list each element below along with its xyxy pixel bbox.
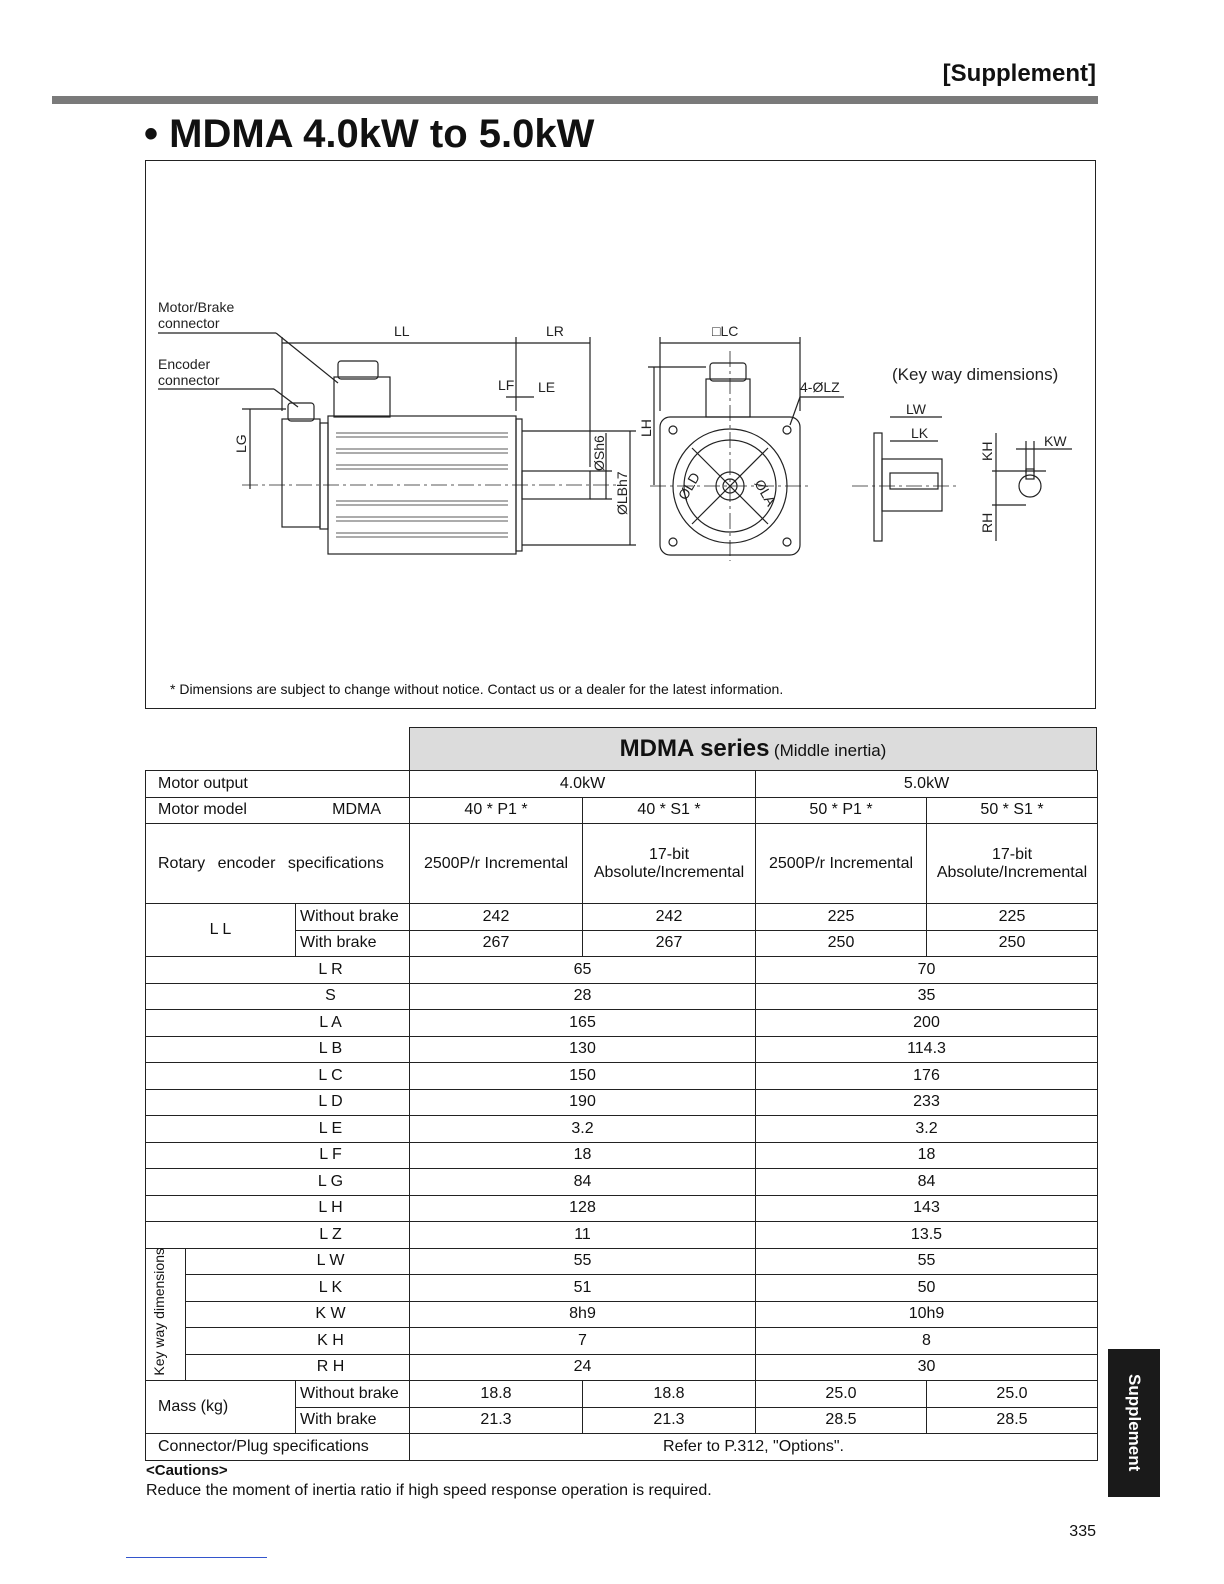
label-lw: LW xyxy=(906,401,926,417)
motor-model-prefix: MDMA xyxy=(332,801,381,819)
label-keyway-row: L W xyxy=(186,1248,410,1275)
cell-ll-without-3: 225 xyxy=(756,904,927,931)
cell-encoder-3: 2500P/r Incremental xyxy=(756,824,927,904)
label-mass: Mass (kg) xyxy=(146,1381,296,1434)
cell-ll-without-4: 225 xyxy=(927,904,1098,931)
label-motor-model xyxy=(146,797,410,824)
row-keyway-kw xyxy=(146,1301,1098,1328)
label-lr: LR xyxy=(546,323,564,339)
footer-link[interactable] xyxy=(126,1557,267,1558)
label-dim: L C xyxy=(146,1063,410,1090)
cell-mass-without-2: 18.8 xyxy=(583,1381,756,1408)
cell-mass-without-3: 25.0 xyxy=(756,1381,927,1408)
cell-dim-a: 3.2 xyxy=(410,1116,756,1143)
cell-mass-without-1: 18.8 xyxy=(410,1381,583,1408)
label-lg: LG xyxy=(233,434,249,453)
label-dim: L H xyxy=(146,1195,410,1222)
row-dim-lr xyxy=(146,957,1098,984)
drawing-note: * Dimensions are subject to change without notice. Contact us or a dealer for the latest information. xyxy=(170,681,784,697)
title-text: MDMA 4.0kW to 5.0kW xyxy=(169,112,595,156)
row-connector xyxy=(146,1434,1098,1461)
cell-dim-a: 18 xyxy=(410,1142,756,1169)
cell-dim-a: 65 xyxy=(410,957,756,984)
row-dim-la xyxy=(146,1010,1098,1037)
cell-keyway-a: 7 xyxy=(410,1328,756,1355)
motor-model-label: Motor model xyxy=(158,801,247,819)
cell-mass-without-4: 25.0 xyxy=(927,1381,1098,1408)
row-keyway-lk xyxy=(146,1275,1098,1302)
label-keyway-title: (Key way dimensions) xyxy=(892,365,1059,384)
label-lf: LF xyxy=(498,377,515,393)
label-encoder-connector-2: connector xyxy=(158,372,220,388)
cell-dim-a: 28 xyxy=(410,983,756,1010)
cell-connector: Refer to P.312, "Options". xyxy=(410,1434,1098,1461)
cell-model-4: 50 * S1 * xyxy=(927,797,1098,824)
cell-dim-b: 114.3 xyxy=(756,1036,1098,1063)
cautions-title: <Cautions> xyxy=(146,1462,228,1479)
label-encoder: Rotary encoder specifications xyxy=(146,824,410,904)
row-dim-lb xyxy=(146,1036,1098,1063)
label-mass-without-brake: Without brake xyxy=(296,1381,410,1408)
label-kw: KW xyxy=(1044,433,1067,449)
page-title xyxy=(144,112,594,157)
label-keyway-row: K W xyxy=(186,1301,410,1328)
label-motor-brake-connector-1: Motor/Brake xyxy=(158,299,235,315)
cell-mass-with-2: 21.3 xyxy=(583,1407,756,1434)
motor-outline-drawing xyxy=(146,161,1097,710)
label-encoder-connector-1: Encoder xyxy=(158,356,211,372)
row-keyway-kh xyxy=(146,1328,1098,1355)
label-le: LE xyxy=(538,379,556,395)
label-dim: L G xyxy=(146,1169,410,1196)
header-rule xyxy=(52,96,1098,104)
row-encoder xyxy=(146,824,1098,904)
cell-keyway-a: 51 xyxy=(410,1275,756,1302)
label-lc: □LC xyxy=(712,323,739,339)
label-keyway-row: R H xyxy=(186,1354,410,1381)
row-dim-lf xyxy=(146,1142,1098,1169)
cell-keyway-a: 8h9 xyxy=(410,1301,756,1328)
label-dim: L Z xyxy=(146,1222,410,1249)
spec-table xyxy=(145,770,1098,1461)
label-lz: 4-ØLZ xyxy=(800,379,840,395)
cell-encoder-2: 17-bit Absolute/Incremental xyxy=(583,824,756,904)
cell-ll-with-4: 250 xyxy=(927,930,1098,957)
row-dim-lz xyxy=(146,1222,1098,1249)
label-ll-with-brake: With brake xyxy=(296,930,410,957)
row-motor-model xyxy=(146,797,1098,824)
row-dim-lc xyxy=(146,1063,1098,1090)
label-dim: S xyxy=(146,983,410,1010)
cell-keyway-b: 50 xyxy=(756,1275,1098,1302)
label-kh: KH xyxy=(979,441,995,461)
page-number: 335 xyxy=(1069,1523,1096,1540)
cell-dim-a: 130 xyxy=(410,1036,756,1063)
label-connector: Connector/Plug specifications xyxy=(146,1434,410,1461)
cell-mass-with-3: 28.5 xyxy=(756,1407,927,1434)
cell-ll-without-1: 242 xyxy=(410,904,583,931)
label-dim: L R xyxy=(146,957,410,984)
cell-ll-with-1: 267 xyxy=(410,930,583,957)
title-bullet: • xyxy=(144,112,159,156)
label-lk: LK xyxy=(911,425,929,441)
cell-dim-b: 18 xyxy=(756,1142,1098,1169)
cell-dim-b: 70 xyxy=(756,957,1098,984)
cell-keyway-a: 55 xyxy=(410,1248,756,1275)
keyway-label-text: Key way dimensions xyxy=(150,1247,167,1376)
section-label: [Supplement] xyxy=(942,60,1096,87)
cell-ll-with-3: 250 xyxy=(756,930,927,957)
dimension-drawing xyxy=(145,160,1096,709)
label-dim: L A xyxy=(146,1010,410,1037)
row-dim-lh xyxy=(146,1195,1098,1222)
label-dim: L D xyxy=(146,1089,410,1116)
label-keyway-row: K H xyxy=(186,1328,410,1355)
cell-dim-a: 165 xyxy=(410,1010,756,1037)
cell-mass-with-1: 21.3 xyxy=(410,1407,583,1434)
cell-mass-with-4: 28.5 xyxy=(927,1407,1098,1434)
label-dim: L E xyxy=(146,1116,410,1143)
cell-keyway-b: 10h9 xyxy=(756,1301,1098,1328)
row-dim-lg xyxy=(146,1169,1098,1196)
cell-keyway-a: 24 xyxy=(410,1354,756,1381)
label-rh: RH xyxy=(979,512,995,533)
cell-ll-with-2: 267 xyxy=(583,930,756,957)
cell-dim-b: 3.2 xyxy=(756,1116,1098,1143)
cell-model-1: 40 * P1 * xyxy=(410,797,583,824)
cell-encoder-1: 2500P/r Incremental xyxy=(410,824,583,904)
row-dim-s xyxy=(146,983,1098,1010)
label-keyway xyxy=(146,1248,186,1381)
row-dim-le xyxy=(146,1116,1098,1143)
cell-keyway-b: 55 xyxy=(756,1248,1098,1275)
cell-model-3: 50 * P1 * xyxy=(756,797,927,824)
side-tab-label: Supplement xyxy=(1125,1374,1144,1472)
cell-dim-a: 11 xyxy=(410,1222,756,1249)
cell-output-5kw: 5.0kW xyxy=(756,771,1098,798)
cell-dim-b: 233 xyxy=(756,1089,1098,1116)
cell-dim-b: 84 xyxy=(756,1169,1098,1196)
cell-keyway-b: 8 xyxy=(756,1328,1098,1355)
label-motor-output: Motor output xyxy=(146,771,410,798)
label-dim: L F xyxy=(146,1142,410,1169)
cell-output-4kw: 4.0kW xyxy=(410,771,756,798)
cell-dim-b: 176 xyxy=(756,1063,1098,1090)
row-dim-ld xyxy=(146,1089,1098,1116)
cell-dim-a: 150 xyxy=(410,1063,756,1090)
cell-dim-a: 190 xyxy=(410,1089,756,1116)
label-ld: ØLD xyxy=(674,469,703,503)
cell-dim-b: 200 xyxy=(756,1010,1098,1037)
row-keyway-rh xyxy=(146,1354,1098,1381)
series-subtitle: (Middle inertia) xyxy=(773,741,887,760)
label-ll: L L xyxy=(146,904,296,957)
cell-dim-b: 13.5 xyxy=(756,1222,1098,1249)
row-mass-without-brake xyxy=(146,1381,1098,1408)
series-header xyxy=(409,727,1097,770)
label-dim: L B xyxy=(146,1036,410,1063)
row-motor-output xyxy=(146,771,1098,798)
cell-dim-a: 84 xyxy=(410,1169,756,1196)
label-lh: LH xyxy=(638,419,654,437)
side-tab[interactable] xyxy=(1108,1349,1160,1497)
label-ll-without-brake: Without brake xyxy=(296,904,410,931)
label-motor-brake-connector-2: connector xyxy=(158,315,220,331)
cell-encoder-4: 17-bit Absolute/Incremental xyxy=(927,824,1098,904)
label-keyway-row: L K xyxy=(186,1275,410,1302)
label-s: ØSh6 xyxy=(591,435,607,471)
label-lb: ØLBh7 xyxy=(614,471,630,515)
cell-ll-without-2: 242 xyxy=(583,904,756,931)
row-keyway-lw xyxy=(146,1248,1098,1275)
cell-model-2: 40 * S1 * xyxy=(583,797,756,824)
cell-keyway-b: 30 xyxy=(756,1354,1098,1381)
label-mass-with-brake: With brake xyxy=(296,1407,410,1434)
series-name: MDMA series xyxy=(619,735,770,762)
label-la: ØLA xyxy=(751,476,780,509)
cell-dim-b: 143 xyxy=(756,1195,1098,1222)
label-ll: LL xyxy=(394,323,410,339)
cautions-text: Reduce the moment of inertia ratio if high speed response operation is required. xyxy=(146,1482,712,1499)
row-ll-without-brake xyxy=(146,904,1098,931)
cell-dim-a: 128 xyxy=(410,1195,756,1222)
cell-dim-b: 35 xyxy=(756,983,1098,1010)
